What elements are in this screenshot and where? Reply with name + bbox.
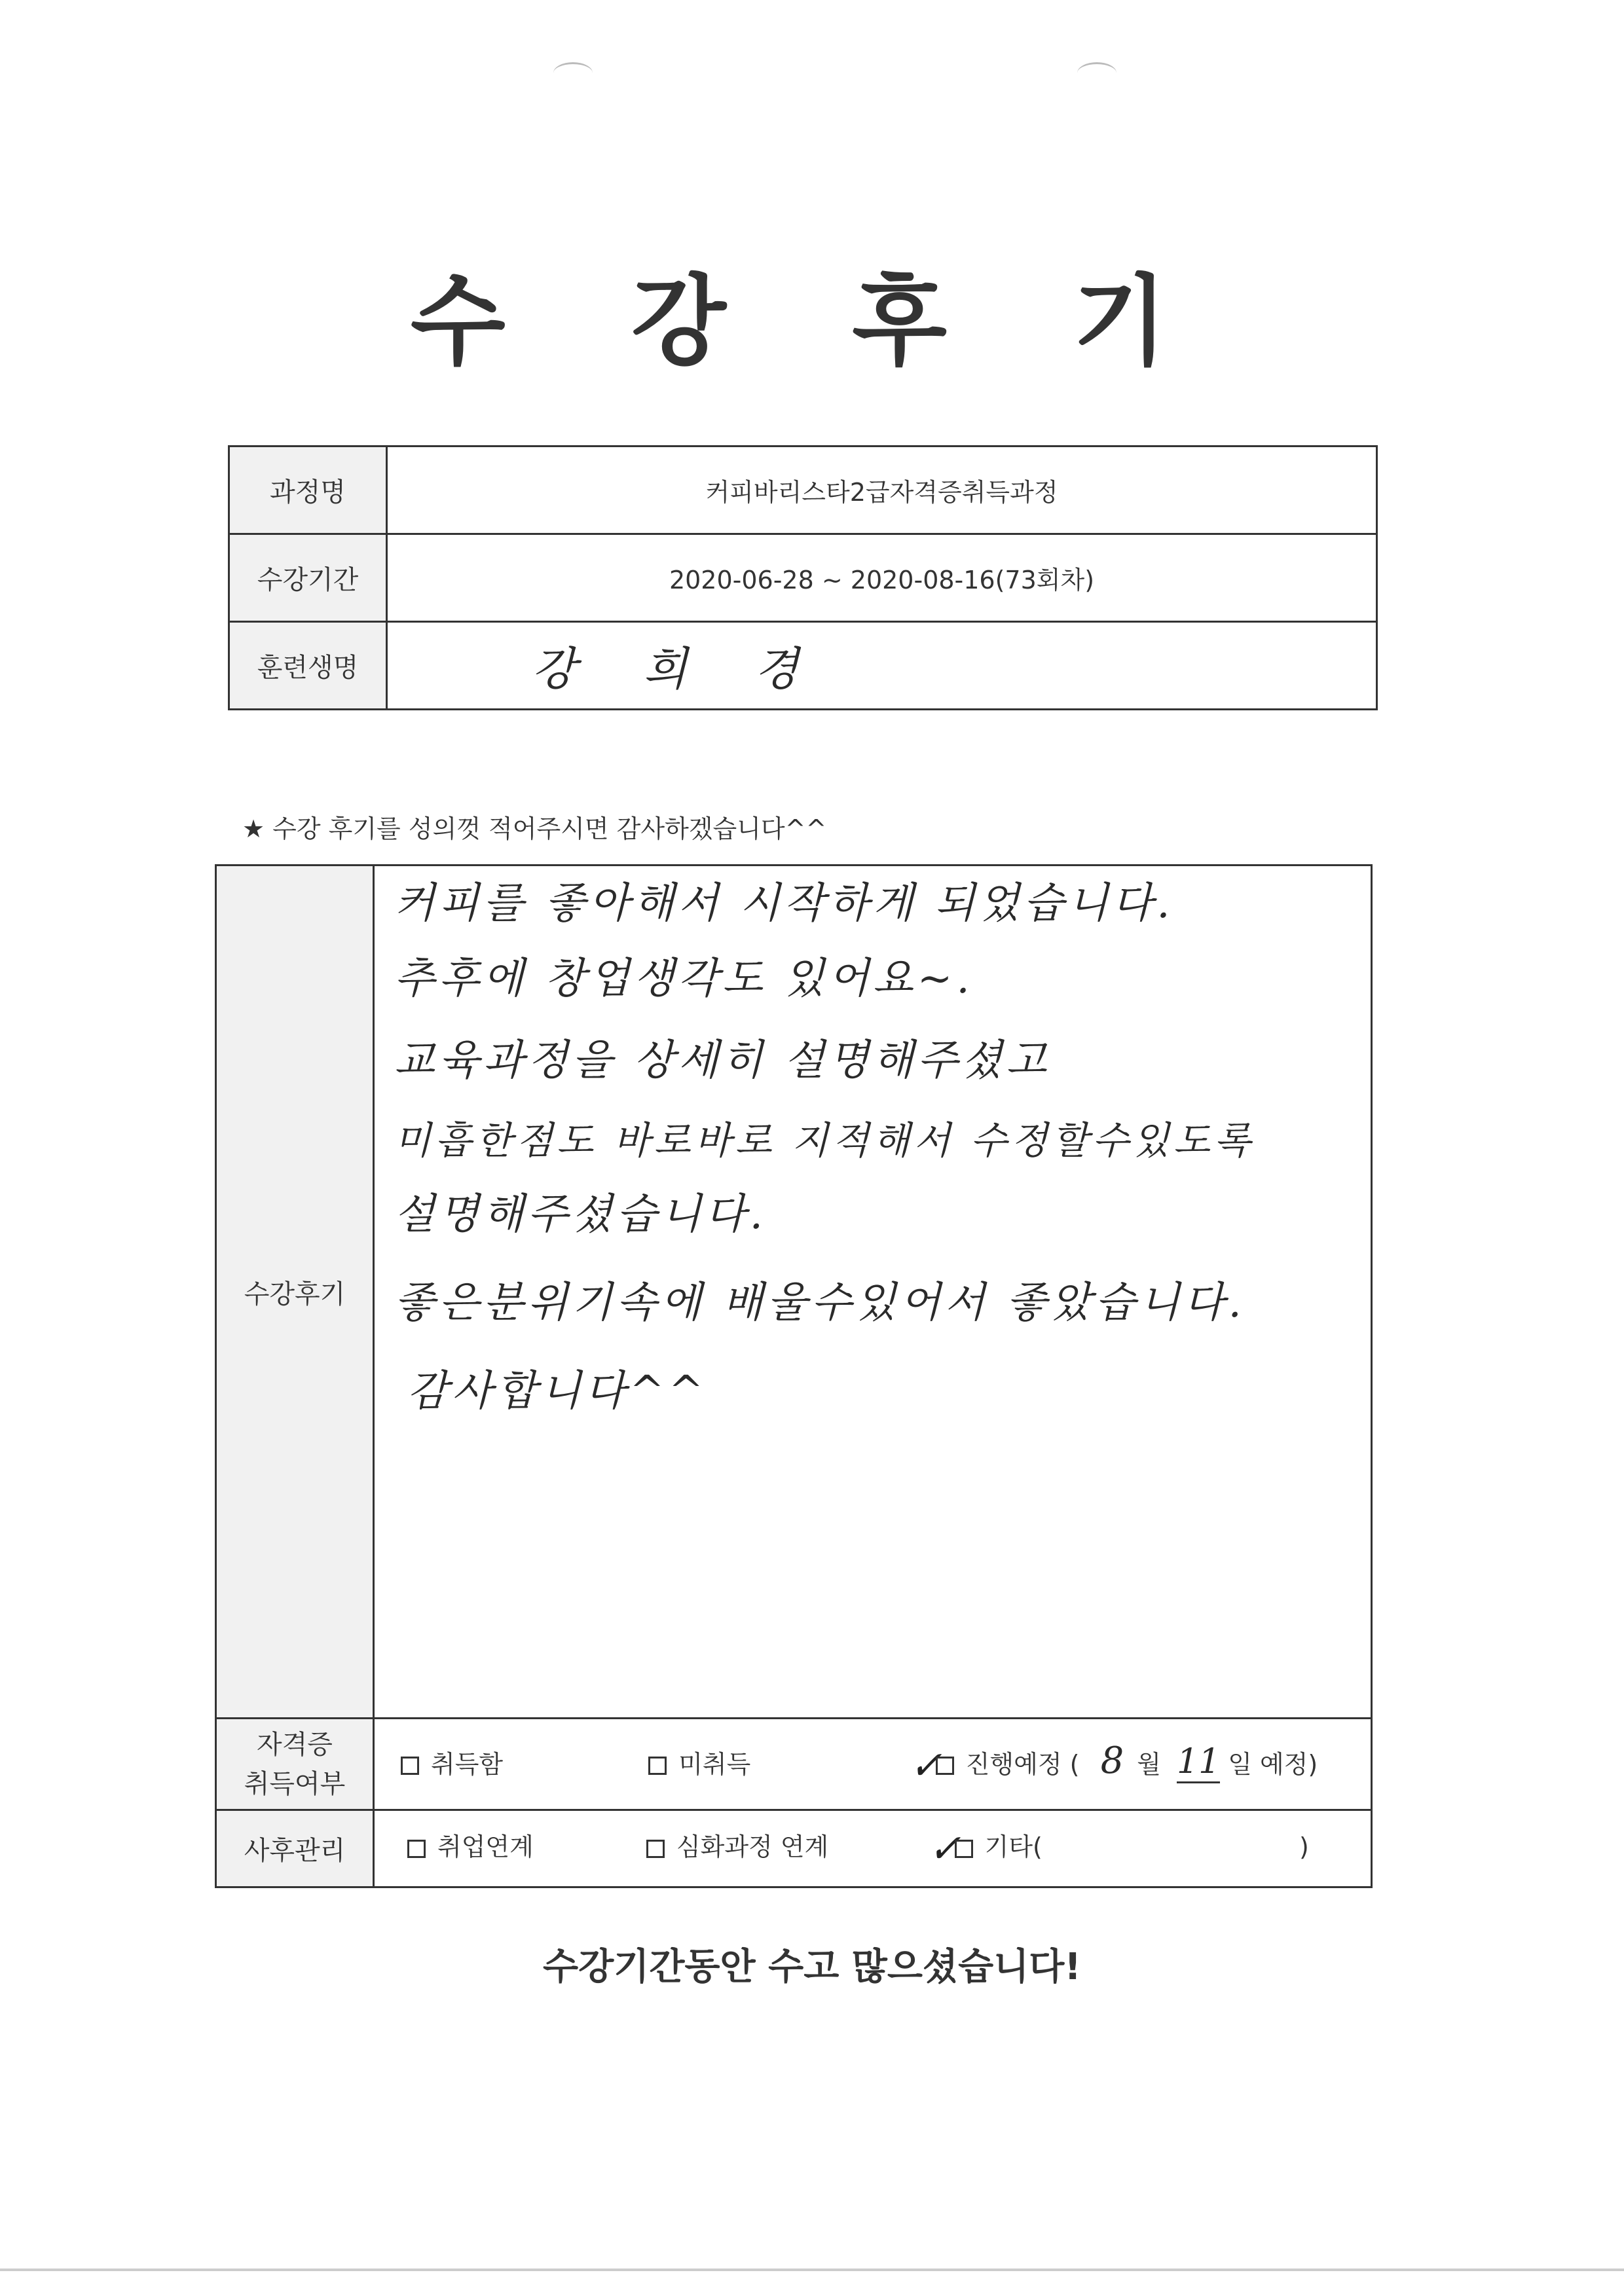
review-row bbox=[216, 866, 1372, 1719]
day-unit: 일 예정) bbox=[1228, 1749, 1318, 1779]
period-value: 2020-06-28 ~ 2020-08-16(73회차) bbox=[387, 534, 1377, 622]
aftercare-option-employment-label: 취업연계 bbox=[437, 1832, 534, 1861]
name-label: 훈련생명 bbox=[229, 622, 387, 710]
course-row bbox=[229, 446, 1377, 534]
review-table bbox=[215, 864, 1373, 1888]
review-line: 좋은분위기속에 배울수있어서 좋았습니다. bbox=[394, 1279, 1246, 1327]
name-row bbox=[229, 622, 1377, 710]
handwritten-check-icon[interactable]: ✓ bbox=[909, 1743, 942, 1789]
certification-row bbox=[216, 1719, 1372, 1810]
month-unit: 월 bbox=[1137, 1749, 1161, 1779]
month-handwritten: 8 bbox=[1100, 1739, 1124, 1782]
checkbox-empty-icon[interactable] bbox=[401, 1757, 419, 1775]
aftercare-other-close: ) bbox=[1299, 1832, 1309, 1861]
aftercare-option-other-label: 기타( bbox=[984, 1832, 1043, 1861]
certification-options bbox=[374, 1719, 1372, 1810]
name-cell bbox=[387, 622, 1377, 710]
aftercare-option-advanced-label: 심화과정 연계 bbox=[676, 1832, 829, 1861]
certification-label-line2: 취득여부 bbox=[244, 1768, 346, 1799]
review-line: 감사합니다^^ bbox=[407, 1367, 708, 1415]
review-handwritten-lines bbox=[375, 879, 1255, 1415]
cert-option-in-progress[interactable] bbox=[909, 1739, 1318, 1789]
aftercare-option-advanced[interactable] bbox=[646, 1832, 836, 1861]
handwritten-check-icon[interactable]: ✓ bbox=[928, 1825, 961, 1872]
review-label: 수강후기 bbox=[216, 866, 374, 1719]
checkbox-empty-icon[interactable] bbox=[648, 1757, 667, 1775]
aftercare-option-other[interactable] bbox=[928, 1825, 1309, 1872]
checkbox-checked-icon[interactable] bbox=[955, 1840, 973, 1858]
notice-text: ★ 수강 후기를 성의껏 적어주시면 감사하겠습니다^^ bbox=[242, 814, 827, 843]
cert-option-in-progress-label: 진행예정 ( bbox=[965, 1749, 1080, 1779]
review-line: 미흡한점도 바로바로 지적해서 수정할수있도록 bbox=[394, 1118, 1255, 1163]
review-line: 교육과정을 상세히 설명해주셨고 bbox=[394, 1036, 1051, 1085]
review-line: 설명해주셨습니다. bbox=[394, 1190, 767, 1239]
checkbox-checked-icon[interactable] bbox=[936, 1757, 954, 1775]
checkbox-empty-icon[interactable] bbox=[407, 1840, 426, 1858]
trainee-name-handwritten: 강 희 경 bbox=[532, 642, 825, 696]
closing-message: 수강기간동안 수고 많으셨습니다! bbox=[543, 1946, 1081, 1988]
scan-edge-divider bbox=[0, 2269, 1624, 2271]
aftercare-row bbox=[216, 1810, 1372, 1887]
aftercare-options bbox=[374, 1810, 1372, 1887]
cert-option-acquired-label: 취득함 bbox=[431, 1749, 504, 1779]
day-handwritten: 11 bbox=[1177, 1742, 1220, 1783]
cert-option-not-acquired-label: 미취득 bbox=[678, 1749, 751, 1779]
punch-hole-left bbox=[553, 62, 593, 84]
certification-label-line1: 자격증 bbox=[257, 1729, 333, 1760]
aftercare-label: 사후관리 bbox=[216, 1810, 374, 1887]
review-line: 커피를 좋아해서 시작하게 되었습니다. bbox=[394, 879, 1174, 928]
checkbox-empty-icon[interactable] bbox=[646, 1840, 665, 1858]
page-title: 수 강 후 기 bbox=[410, 265, 1214, 379]
cert-option-not-acquired[interactable] bbox=[648, 1750, 758, 1779]
course-label: 과정명 bbox=[229, 446, 387, 534]
certification-label bbox=[216, 1719, 374, 1810]
aftercare-option-employment[interactable] bbox=[407, 1832, 542, 1861]
review-line: 추후에 창업생각도 있어요~. bbox=[394, 955, 974, 1003]
review-body bbox=[374, 866, 1372, 1719]
period-row bbox=[229, 534, 1377, 622]
course-info-table bbox=[228, 445, 1378, 710]
period-label: 수강기간 bbox=[229, 534, 387, 622]
punch-hole-right bbox=[1077, 62, 1116, 84]
cert-option-acquired[interactable] bbox=[401, 1750, 511, 1779]
course-value: 커피바리스타2급자격증취득과정 bbox=[387, 446, 1377, 534]
